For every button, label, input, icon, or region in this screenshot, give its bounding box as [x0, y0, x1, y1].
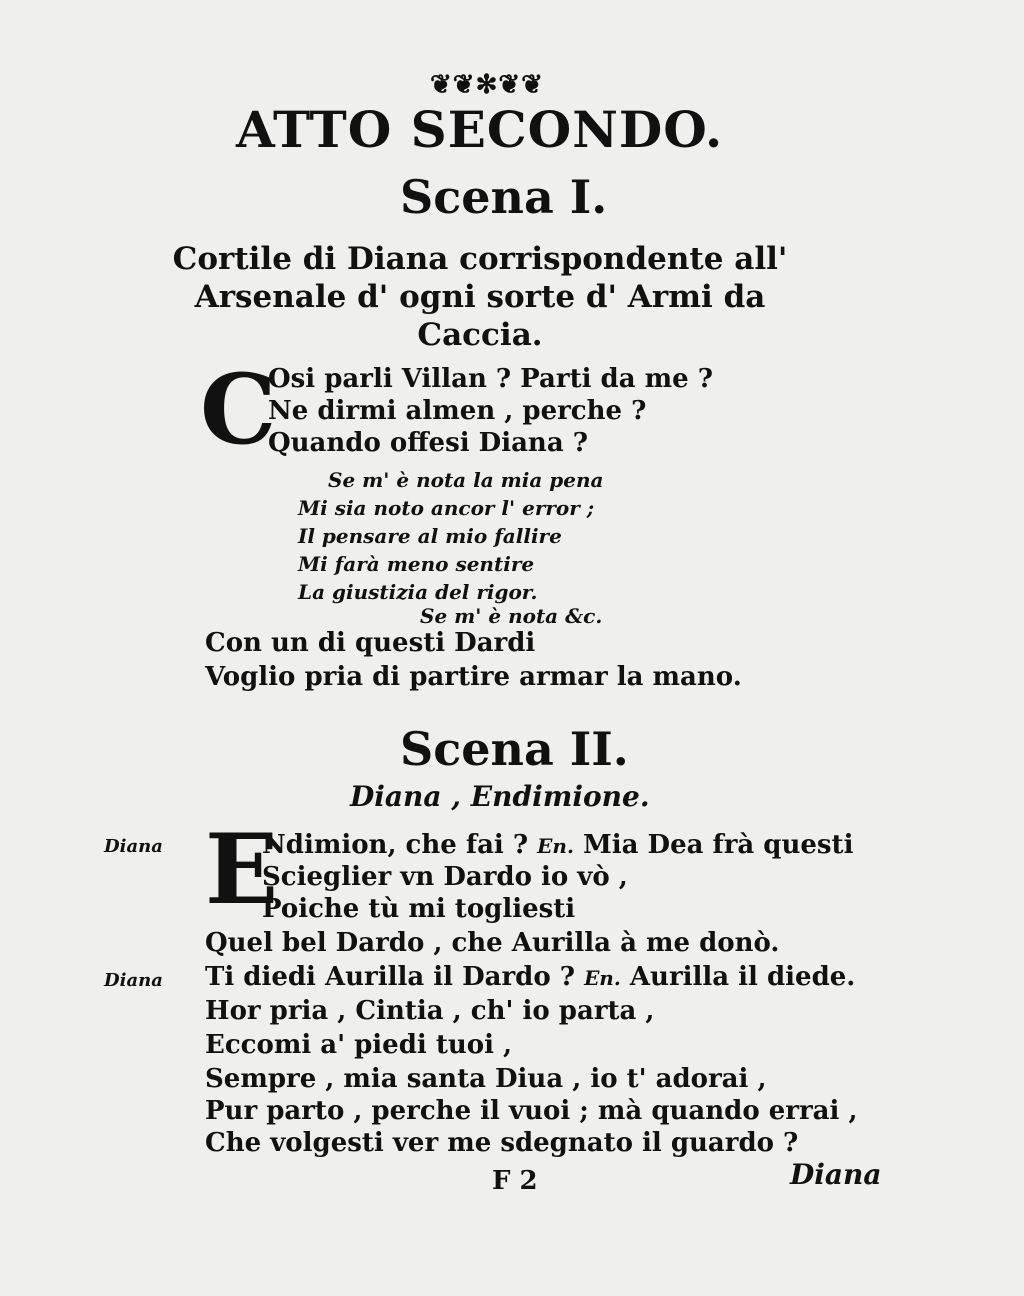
- header-ornament: ❦❦✻❦❦: [430, 70, 544, 100]
- speaker-abbr: En.: [584, 966, 621, 990]
- scene-1-line: Con un di questi Dardi: [205, 628, 536, 658]
- speaker-abbr: En.: [537, 834, 574, 858]
- aria-line: Se m' è nota la mia pena: [328, 468, 604, 492]
- act-title: ATTO SECONDO.: [236, 100, 724, 159]
- dialogue-line: Poiche tù mi togliesti: [262, 894, 576, 924]
- dialogue-text: Ndimion, che fai ?: [262, 830, 529, 860]
- dialogue-line: Pur parto , perche il vuoi ; mà quando errai ,: [205, 1096, 858, 1126]
- dialogue-line: [262, 830, 853, 860]
- aria-line: La giustizia del rigor.: [298, 580, 538, 604]
- dialogue-line: [205, 962, 855, 992]
- signature-mark: F 2: [492, 1166, 538, 1196]
- aria-line: Mi farà meno sentire: [298, 552, 535, 576]
- dialogue-text: Mia Dea frà questi: [582, 830, 854, 860]
- speaker-label: Diana: [104, 836, 163, 857]
- drop-cap-c: C: [200, 353, 277, 466]
- catchword: Diana: [790, 1158, 882, 1191]
- dialogue-line: Scieglier vn Dardo io vò ,: [262, 862, 628, 892]
- aria-line: Il pensare al mio fallire: [298, 524, 562, 548]
- scene-1-line: Osi parli Villan ? Parti da me ?: [268, 364, 713, 394]
- dialogue-line: Eccomi a' piedi tuoi ,: [205, 1030, 513, 1060]
- scene-1-line: Quando offesi Diana ?: [268, 428, 588, 458]
- scene-1-line: Ne dirmi almen , perche ?: [268, 396, 647, 426]
- scene-1-setting: Cortile di Diana corrispondente all' Arsenale d' ogni sorte d' Armi da Caccia.: [172, 241, 788, 353]
- dialogue-line: Che volgesti ver me sdegnato il guardo ?: [205, 1128, 799, 1158]
- drop-cap-e: E: [205, 813, 279, 926]
- dialogue-text: Aurilla il diede.: [629, 962, 856, 992]
- scene-2-title: Scena II.: [400, 722, 629, 776]
- scene-2-characters: Diana , Endimione.: [350, 780, 650, 813]
- dialogue-line: Sempre , mia santa Diua , io t' adorai ,: [205, 1064, 767, 1094]
- dialogue-text: Ti diedi Aurilla il Dardo ?: [205, 962, 575, 992]
- scene-1-line: Voglio pria di partire armar la mano.: [205, 662, 742, 692]
- aria-line: Mi sia noto ancor l' error ;: [298, 496, 595, 520]
- speaker-label: Diana: [104, 970, 163, 991]
- dialogue-line: Hor pria , Cintia , ch' io parta ,: [205, 996, 655, 1026]
- aria-da-capo: Se m' è nota &c.: [420, 604, 603, 628]
- scene-1-title: Scena I.: [400, 170, 608, 224]
- dialogue-line: Quel bel Dardo , che Aurilla à me donò.: [205, 928, 780, 958]
